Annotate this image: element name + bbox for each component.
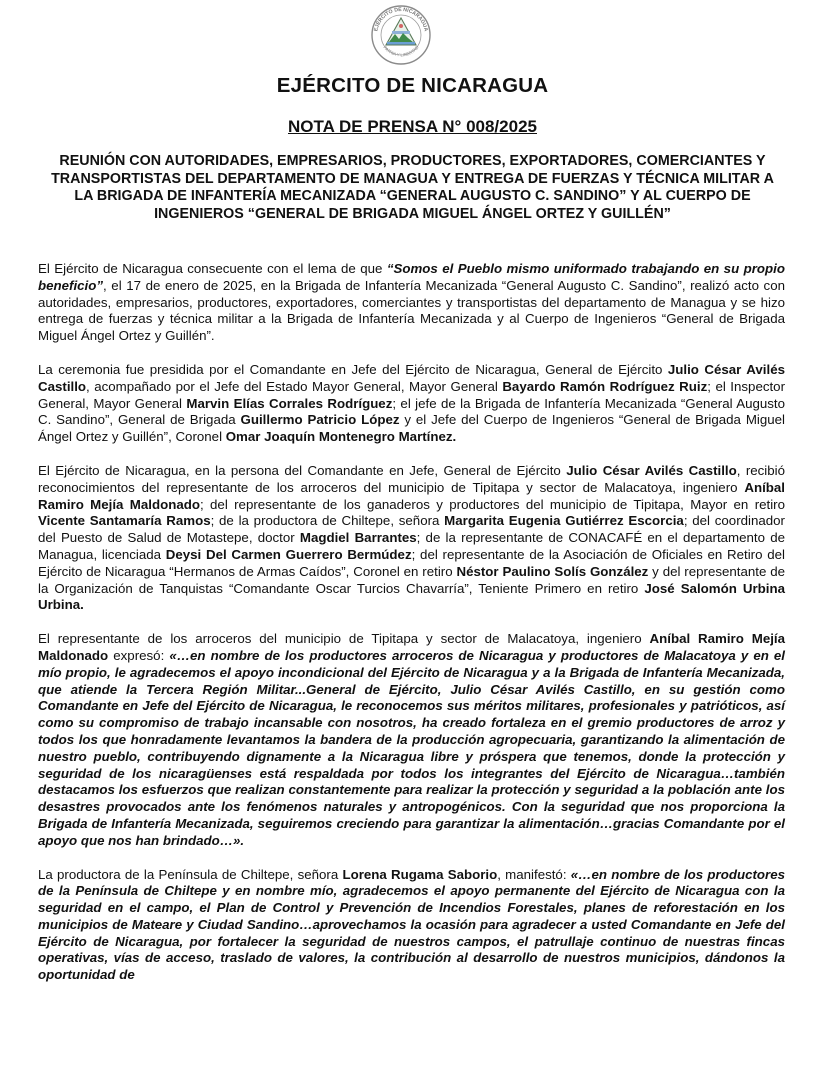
person-name: Deysi Del Carmen Guerrero Bermúdez xyxy=(165,546,412,562)
person-name: Marvin Elías Corrales Rodríguez xyxy=(186,395,393,411)
person-name: José Salomón Urbina Urbina. xyxy=(38,580,785,613)
paragraph-3: El Ejército de Nicaragua, en la persona del Comandante en Jefe, General de Ejército Julio César Avilés Castillo, recibió reconocimientos del representante de los arroceros del municipio de Tipitapa y sector de Malacatoya, ingeniero Aníbal Ramiro Mejía Maldonado; del representante de los ganaderos y productores del municipio de Tipitapa, Mayor en retiro Vicente Santamaría Ramos; de la productora de Chiltepe, señora Margarita Eugenia Gutiérrez Escorcia; del coordinador del Puesto de Salud de Motastepe, doctor Magdiel Barrantes; de la representante de CONACAFÉ en el departamento de Managua, licenciada Deysi Del Carmen Guerrero Bermúdez; del representante de la Asociación de Oficiales en Retiro del Ejército de Nicaragua “Hermanos de Armas Caídos”, Coronel en retiro Néstor Paulino Solís González y del representante de la Organización de Tanquistas “Comandante Oscar Turcios Chavarría”, Teniente Primero en retiro José Salomón Urbina Urbina. xyxy=(38,462,786,613)
person-name: Lorena Rugama Saborio xyxy=(342,866,498,882)
seal-ring-text-top: EJÉRCITO DE NICARAGUA xyxy=(373,6,429,32)
press-note-number: NOTA DE PRENSA N° 008/2025 xyxy=(288,117,537,136)
svg-text:PATRIA Y LIBERTAD xyxy=(382,45,419,58)
press-body xyxy=(38,261,785,1001)
person-name: Magdiel Barrantes xyxy=(299,530,417,546)
person-name: Julio César Avilés Castillo xyxy=(38,361,785,394)
paragraph-1: El Ejército de Nicaragua consecuente con el lema de que “Somos el Pueblo mismo uniformado trabajando en su propio beneficio”, el 17 de enero de 2025, en la Brigada de Infantería Mecanizada “General Augusto C. Sandino”, realizó acto con autoridades, empresarios, productores, exportadores, comerciantes y transportistas del departamento de Managua y se hizo entrega de fuerzas y técnica militar a la Brigada de Infantería Mecanizada y al Cuerpo de Ingenieros “General de Brigada Miguel Ángel Ortez y Guillén”. xyxy=(38,261,785,344)
organization-title: EJÉRCITO DE NICARAGUA xyxy=(276,74,549,97)
person-name: Néstor Paulino Solís González xyxy=(456,563,649,579)
army-motto: “Somos el Pueblo mismo uniformado trabajando en su propio beneficio” xyxy=(38,261,785,293)
paragraph-4: El representante de los arroceros del municipio de Tipitapa y sector de Malacatoya, ingeniero Aníbal Ramiro Mejía Maldonado expresó: «…en nombre de los productores arroceros de Nicaragua y productores de Malacatoya y en el mío propio, le agradecemos el apoyo incondicional del Ejército de Nicaragua y a la Brigada de Infantería Mecanizada, que atiende la Tercera Región Militar...General de Ejército, Julio César Avilés Castillo, en su gestión como Comandante en Jefe del Ejército de Nicaragua, le reconocemos sus méritos militares, profesionales y patrióticos, así como su compromiso de trabajo incansable con nosotros, ha creado fortaleza en el gremio productores de arroz y todos los que honradamente levantamos la bandera de la producción agropecuaria, garantizando la alimentación de nuestro pueblo, contribuyendo dignamente a la Nicaragua libre y próspera que tenemos, donde la protección y seguridad de los nicaragüenses está respaldada por todos los integrantes del Ejército de Nicaragua…también destacamos los esfuerzos que realizan constantemente para realizar la protección y seguridad a la población ante los desastres provocados ante los fenómenos naturales y antropogénicos. Con la seguridad que nos proporciona la Brigada de Infantería Mecanizada, seguiremos creciendo para garantizar la alimentación…gracias Comandante por el apoyo que nos han brindado…». xyxy=(38,631,785,848)
nicaragua-coat-of-arms-icon xyxy=(366,4,436,66)
quote: «…en nombre de los productores de la Península de Chiltepe y en nombre mío, agradecemos el apoyo permanente del Ejército de Nicaragua con la seguridad en el campo, el Plan de Control y Prevención de Incendios Forestales, planes de reforestación en los municipios de Mateare y Ciudad Sandino…aprovechamos la ocasión para agradecer a usted Comandante en Jefe del Ejército de Nicaragua, por fortalecer la seguridad de nuestros campos, el patrullaje continuo de nuestras fincas operativas, vías de acceso, traslado de valores, la contribución al desarrollo de nuestros municipios, dándonos la oportunidad de xyxy=(38,866,785,983)
press-headline: REUNIÓN CON AUTORIDADES, EMPRESARIOS, PRODUCTORES, EXPORTADORES, COMERCIANTES Y TRANSPORTISTAS DEL DEPARTAMENTO DE MANAGUA Y ENTREGA DE FUERZAS Y TÉCNICA MILITAR A LA BRIGADA DE INFANTERÍA MECANIZADA “GENERAL AUGUSTO C. SANDINO” Y AL CUERPO DE INGENIEROS “GENERAL DE BRIGADA MIGUEL ÁNGEL ORTEZ Y GUILLÉN” xyxy=(51,153,774,222)
seal-ring-text-bottom: PATRIA Y LIBERTAD xyxy=(382,44,420,58)
person-name: Aníbal Ramiro Mejía Maldonado xyxy=(38,479,785,512)
person-name: Vicente Santamaría Ramos xyxy=(38,513,211,529)
person-name: Guillermo Patricio López xyxy=(240,412,400,428)
paragraph-5: La productora de la Península de Chiltepe, señora Lorena Rugama Saborio, manifestó: «…en nombre de los productores de la Península de Chiltepe y en nombre mío, agradecemos el apoyo permanente del Ejército de Nicaragua con la seguridad en el campo, el Plan de Control y Prevención de Incendios Forestales, planes de reforestación en los municipios de Mateare y Ciudad Sandino…aprovechamos la ocasión para agradecer a usted Comandante en Jefe del Ejército de Nicaragua, por fortalecer la seguridad de nuestros campos, el patrullaje continuo de nuestras fincas operativas, vías de acceso, traslado de valores, la contribución al desarrollo de nuestros municipios, dándonos la oportunidad de xyxy=(38,866,785,983)
person-name: Omar Joaquín Montenegro Martínez. xyxy=(225,429,457,445)
person-name: Bayardo Ramón Rodríguez Ruiz xyxy=(502,378,708,394)
person-name: Julio César Avilés Castillo xyxy=(566,462,737,478)
quote: «…en nombre de los productores arroceros de Nicaragua y productores de Malacatoya y en el mío propio, le agradecemos el apoyo incondicional del Ejército de Nicaragua y a la Brigada de Infantería Mecanizada, que atiende la Tercera Región Militar...General de Ejército, Julio César Avilés Castillo, en su gestión como Comandante en Jefe del Ejército de Nicaragua, le reconocemos sus méritos militares, profesionales y patrióticos, así como su compromiso de trabajo incansable con nosotros, ha creado fortaleza en el gremio productores de arroz y todos los que honradamente levantamos la bandera de la producción agropecuaria, garantizando la alimentación de nuestro pueblo, contribuyendo dignamente a la Nicaragua libre y próspera que tenemos, donde la protección y seguridad de los nicaragüenses está respaldada por todos los integrantes del Ejército de Nicaragua…también destacamos los esfuerzos que realizan constantemente para realizar la protección y seguridad a la población ante los desastres provocados ante los fenómenos naturales y antropogénicos. Con la seguridad que nos proporciona la Brigada de Infantería Mecanizada, seguiremos creciendo para garantizar la alimentación…gracias Comandante por el apoyo que nos han brindado…». xyxy=(38,647,785,848)
person-name: Aníbal Ramiro Mejía Maldonado xyxy=(38,631,785,663)
person-name: Margarita Eugenia Gutiérrez Escorcia xyxy=(444,513,684,529)
paragraph-2: La ceremonia fue presidida por el Comandante en Jefe del Ejército de Nicaragua, General de Ejército Julio César Avilés Castillo, acompañado por el Jefe del Estado Mayor General, Mayor General Bayardo Ramón Rodríguez Ruiz; el Inspector General, Mayor General Marvin Elías Corrales Rodríguez; el jefe de la Brigada de Infantería Mecanizada “General Augusto C. Sandino”, General de Brigada Guillermo Patricio López y el Jefe del Cuerpo de Ingenieros “General de Brigada Miguel Ángel Ortez y Guillén”, Coronel Omar Joaquín Montenegro Martínez. xyxy=(38,361,786,445)
